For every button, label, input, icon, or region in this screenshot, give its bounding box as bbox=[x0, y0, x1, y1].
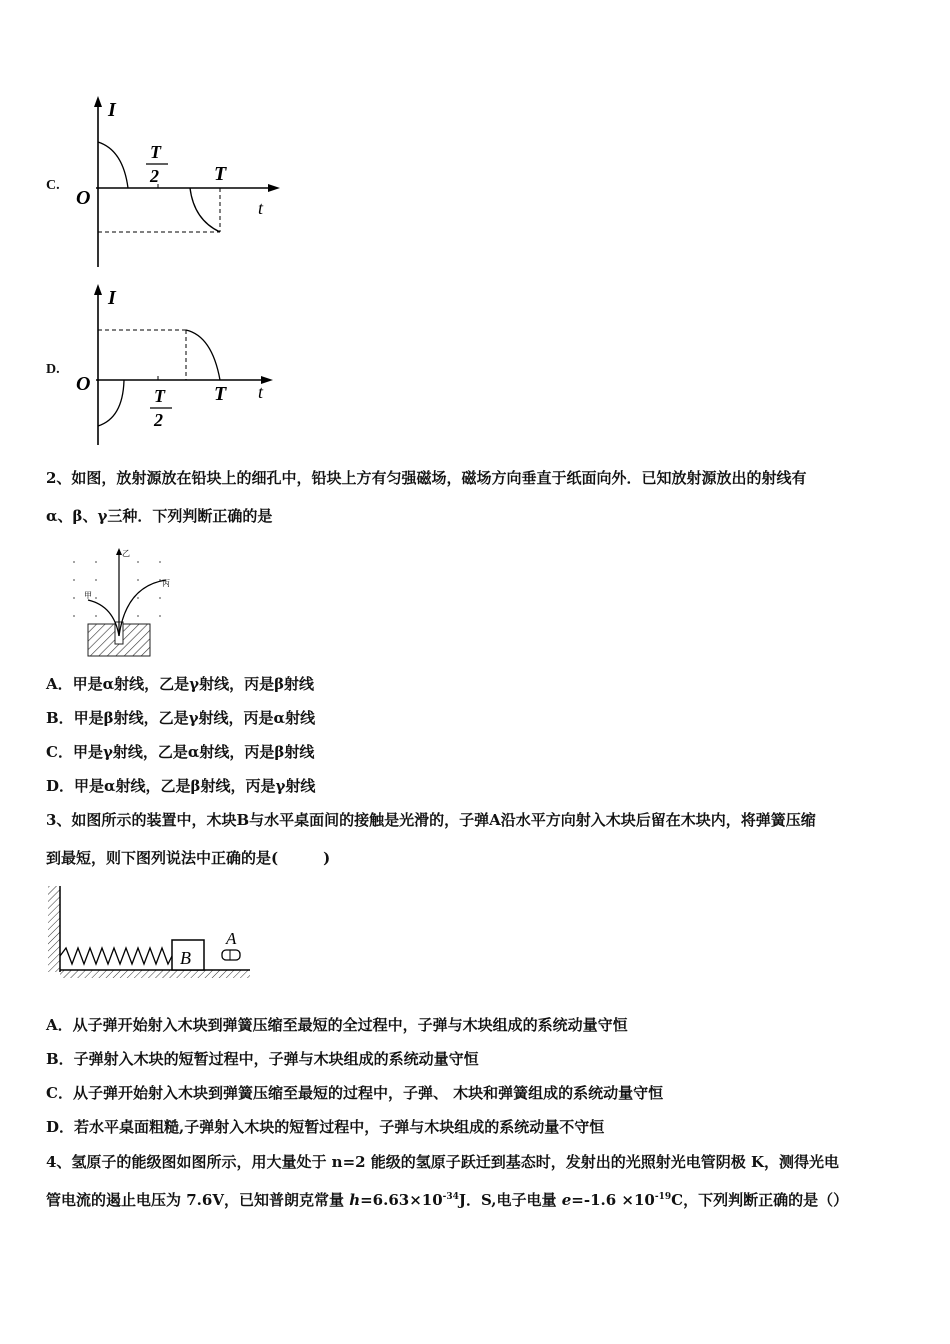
period-label: T bbox=[214, 163, 227, 185]
q3-stem-line2: 到最短，则下图列说法中正确的是( ) bbox=[46, 849, 331, 867]
t-axis-label: t bbox=[258, 382, 264, 402]
spring-block-figure bbox=[44, 884, 254, 980]
q4-e-symbol: e bbox=[561, 1191, 572, 1209]
q4-stem-line2 bbox=[46, 1190, 848, 1210]
wall bbox=[48, 886, 60, 972]
q4-h-exponent: -34 bbox=[442, 1192, 459, 1202]
q3-option-c[interactable]: C．从子弹开始射入木块到弹簧压缩至最短的过程中，子弹、 木块和弹簧组成的系统动量守恒 bbox=[46, 1084, 664, 1102]
q3-stem-line1: 3、如图所示的装置中，木块B与水平桌面间的接触是光滑的，子弹A沿水平方向射入木块后留在木块内，将弹簧压缩 bbox=[46, 811, 816, 829]
curve-first-half bbox=[98, 380, 124, 426]
spring bbox=[60, 948, 172, 964]
i-axis-label: I bbox=[108, 99, 116, 121]
q4-h-unit: J．S,电子电量 bbox=[458, 1191, 562, 1209]
curve-second-half bbox=[190, 188, 220, 232]
q4-h-value: =6.63×10 bbox=[360, 1191, 443, 1209]
q2-option-d[interactable]: D．甲是α射线，乙是β射线，丙是γ射线 bbox=[46, 777, 316, 795]
block-b-label: B bbox=[180, 948, 191, 968]
field-dots bbox=[73, 561, 161, 617]
bullet-a-label: A bbox=[226, 929, 237, 948]
q4-text-a: 管电流的遏止电压为 7.6V，已知普朗克常量 bbox=[46, 1191, 350, 1209]
half-period-denominator: 2 bbox=[154, 410, 163, 430]
graph-d bbox=[68, 280, 288, 450]
y-arrow-icon bbox=[94, 96, 102, 107]
origin-label: O bbox=[76, 373, 91, 395]
ray-top-label: 乙 bbox=[122, 549, 130, 558]
q2-stem-line2: α、β、γ三种．下列判断正确的是 bbox=[46, 507, 273, 525]
ray-left-label: 甲 bbox=[84, 591, 92, 600]
q4-e-unit: C，下列判断正确的是（） bbox=[671, 1191, 849, 1209]
period-label: T bbox=[214, 383, 227, 405]
origin-label: O bbox=[76, 187, 91, 209]
q4-e-value: =-1.6 ×10 bbox=[571, 1191, 655, 1209]
half-period-denominator: 2 bbox=[150, 166, 159, 186]
half-period-numerator: T bbox=[150, 142, 161, 162]
y-arrow-icon bbox=[94, 284, 102, 295]
x-arrow-icon bbox=[268, 184, 280, 192]
table-surface bbox=[60, 970, 250, 978]
curve-first-half bbox=[98, 142, 128, 188]
q3-option-a[interactable]: A．从子弹开始射入木块到弹簧压缩至最短的全过程中，子弹与木块组成的系统动量守恒 bbox=[46, 1016, 628, 1034]
q4-h-symbol: h bbox=[349, 1191, 361, 1209]
bullet-a bbox=[222, 950, 240, 960]
option-c-label: C. bbox=[46, 178, 60, 193]
ray-right-label: 丙 bbox=[162, 579, 170, 588]
half-period-numerator: T bbox=[154, 386, 165, 406]
q3-option-b[interactable]: B．子弹射入木块的短暂过程中，子弹与木块组成的系统动量守恒 bbox=[46, 1050, 479, 1068]
q2-option-c[interactable]: C．甲是γ射线，乙是α射线，丙是β射线 bbox=[46, 743, 315, 761]
i-axis-label: I bbox=[108, 287, 116, 309]
q2-option-a[interactable]: A．甲是α射线，乙是γ射线，丙是β射线 bbox=[46, 675, 315, 693]
radiation-figure bbox=[66, 544, 176, 660]
q2-stem-line1: 2、如图，放射源放在铅块上的细孔中，铅块上方有匀强磁场，磁场方向垂直于纸面向外．已知放射源放出的射线有 bbox=[46, 469, 807, 487]
q4-stem-line1: 4、氢原子的能级图如图所示，用大量处于 n=2 能级的氢原子跃迁到基态时，发射出的光照射光电管阴极 K，测得光电 bbox=[46, 1153, 840, 1171]
q3-option-d[interactable]: D．若水平桌面粗糙,子弹射入木块的短暂过程中，子弹与木块组成的系统动量不守恒 bbox=[46, 1118, 605, 1136]
graph-c bbox=[68, 92, 288, 272]
t-axis-label: t bbox=[258, 198, 264, 218]
curve-second-half bbox=[186, 330, 220, 380]
option-d-label: D. bbox=[46, 362, 60, 377]
q4-e-exponent: -19 bbox=[654, 1192, 672, 1202]
q2-option-b[interactable]: B．甲是β射线，乙是γ射线，丙是α射线 bbox=[46, 709, 316, 727]
